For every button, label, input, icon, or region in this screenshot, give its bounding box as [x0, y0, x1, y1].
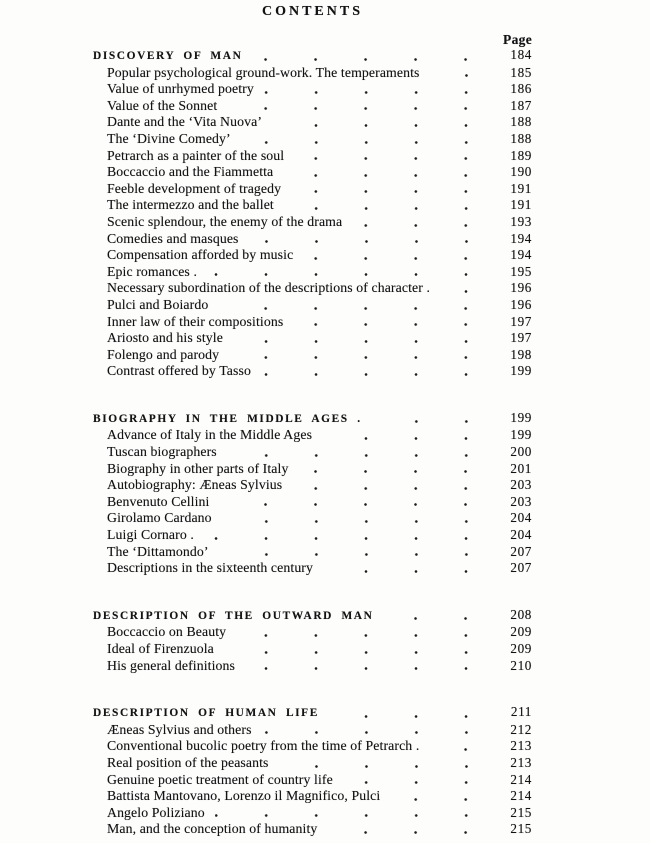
toc-entry-row: [93, 722, 532, 739]
entry-title-text: Ideal of Firenzuola: [107, 641, 214, 656]
toc-entry-row: [93, 297, 532, 314]
toc-entry-row: [93, 544, 532, 561]
toc-entry-row: [93, 214, 532, 231]
page-number: 184: [510, 47, 532, 62]
entry-title-text: Battista Mantovano, Lorenzo il Magnifico, Pulci: [107, 788, 381, 804]
entry-title-text: Necessary subordination of the descriptions of character .: [107, 280, 431, 296]
page-number: 191: [510, 197, 532, 213]
entry-title-text: Genuine poetic treatment of country life: [107, 771, 333, 787]
toc-entry-row: [93, 65, 532, 82]
toc-entry-row: [93, 510, 532, 527]
dot-leader: [298, 461, 492, 478]
dot-leader: [227, 444, 492, 461]
page-number: 207: [510, 560, 532, 576]
entry-title-text: Folengo and parody: [107, 346, 220, 362]
toc-entry-row: [93, 347, 532, 364]
entry-title-text: Real position of the peasants: [107, 754, 269, 770]
toc-entry-row: [93, 164, 532, 181]
toc-entry-row: [93, 527, 532, 544]
page-number: 193: [510, 213, 532, 229]
entry-title-text: Boccaccio and the Fiammetta: [107, 164, 274, 180]
dot-leader: [219, 544, 492, 561]
page-number: 188: [510, 130, 532, 146]
dot-leader: [245, 658, 492, 675]
toc-entry-row: [93, 247, 532, 264]
entry-title-text: Ariosto and his style: [107, 330, 223, 346]
toc-entry-row: [93, 477, 532, 494]
page-number: 211: [510, 704, 532, 720]
entry-title-text: Tuscan biographers: [107, 444, 217, 460]
page-number: 199: [510, 363, 532, 379]
page-number: 191: [510, 180, 532, 196]
entry-title-text: Feeble development of tragedy: [107, 180, 282, 196]
toc-section: [93, 704, 532, 838]
dot-leader: [252, 47, 492, 65]
entry-title-text: Luigi Cornaro .: [107, 527, 194, 543]
section-heading-text: DISCOVERY OF MAN: [93, 50, 243, 62]
toc-section: [93, 607, 532, 674]
entry-title-text: Value of the Sonnet: [107, 97, 218, 113]
page-column-label: Page: [503, 32, 532, 47]
dot-leader: [383, 607, 492, 625]
dot-leader: [294, 148, 492, 165]
page-number: 207: [510, 543, 532, 559]
page-number: 210: [510, 657, 532, 673]
entry-title-text: Girolamo Cardano: [107, 510, 212, 526]
toc-entry-row: [93, 81, 532, 98]
dot-leader: [327, 821, 492, 838]
dot-leader: [236, 624, 492, 641]
toc-entry-row: [93, 314, 532, 331]
dot-leader: [241, 131, 492, 148]
toc-entry-row: [93, 821, 532, 838]
page-number: 214: [510, 788, 532, 804]
entry-title-text: Contrast offered by Tasso: [107, 363, 251, 379]
entry-title-text: Boccaccio on Beauty: [107, 624, 227, 640]
dot-leader: [329, 704, 492, 722]
dot-leader: [291, 181, 492, 198]
toc-entry-row: [93, 494, 532, 511]
page-number: 201: [510, 460, 532, 476]
dot-leader: [322, 427, 492, 444]
entry-title-text: Descriptions in the sixteenth century: [107, 560, 314, 576]
toc-entry-row: [93, 560, 532, 577]
dot-leader: [284, 197, 492, 214]
toc-entry-row: [93, 114, 532, 131]
dot-leader: [229, 347, 492, 364]
toc-entry-row: [93, 755, 532, 772]
page-number: 200: [510, 444, 532, 460]
dot-leader: [264, 81, 492, 98]
dot-leader: [272, 114, 492, 131]
page-number: 190: [510, 164, 532, 180]
dot-leader: [227, 98, 492, 115]
page-number: 214: [510, 771, 532, 787]
toc-entry-row: [93, 738, 532, 755]
section-heading-text: BIOGRAPHY IN THE MIDDLE AGES .: [93, 412, 362, 425]
page-number: 189: [510, 147, 532, 163]
toc-entry-row: [93, 231, 532, 248]
entry-title-text: Scenic splendour, the enemy of the drama: [107, 213, 343, 229]
page-number: 185: [510, 64, 532, 80]
page-number: 197: [510, 313, 532, 329]
page-number: 196: [510, 296, 532, 312]
toc-entry-row: [93, 658, 532, 675]
entry-title-text: Popular psychological ground-work. The temperaments: [107, 64, 420, 80]
dot-leader: [323, 560, 492, 577]
dot-leader: [262, 722, 492, 739]
dot-leader: [430, 65, 492, 82]
toc-entry-row: [93, 363, 532, 380]
page-number: 188: [510, 114, 532, 130]
dot-leader: [343, 772, 492, 789]
entry-title-text: Compensation afforded by music: [107, 247, 294, 263]
entry-title-text: Dante and the ‘Vita Nuova’: [107, 114, 263, 130]
entry-title-text: Biography in other parts of Italy: [107, 460, 289, 476]
toc-entry-row: [93, 131, 532, 148]
page-title: CONTENTS: [261, 4, 364, 19]
toc-entry-row: [93, 280, 532, 297]
dot-leader: [292, 477, 492, 494]
dot-leader: [352, 214, 492, 231]
page-number: 197: [510, 330, 532, 346]
entry-title-text: Conventional bucolic poetry from the time of Petrarch .: [107, 738, 420, 754]
toc-entry-row: [93, 641, 532, 658]
page-number: 204: [510, 510, 532, 526]
dot-leader: [293, 314, 492, 331]
dot-leader: [207, 264, 492, 281]
toc-entry-row: [93, 98, 532, 115]
dot-leader: [440, 280, 492, 297]
page-number: 196: [510, 280, 532, 296]
toc-entry-row: [93, 805, 532, 822]
page-number: 208: [510, 606, 532, 622]
entry-title-text: The ‘Dittamondo’: [107, 543, 209, 559]
page-number: 186: [510, 81, 532, 97]
page-number: 199: [510, 409, 532, 425]
toc-entry-row: [93, 264, 532, 281]
toc-section-heading-row: [93, 410, 532, 428]
page-number: 195: [510, 263, 532, 279]
page-number: 209: [510, 624, 532, 640]
toc-entry-row: [93, 444, 532, 461]
dot-leader: [215, 805, 492, 822]
dot-leader: [303, 247, 492, 264]
page-number: 194: [510, 230, 532, 246]
page-number: 198: [510, 346, 532, 362]
page-number: 215: [510, 804, 532, 820]
dot-leader: [429, 738, 492, 755]
page-number: 213: [510, 738, 532, 754]
toc-body: [93, 47, 532, 838]
dot-leader: [224, 641, 492, 658]
page-number: 209: [510, 641, 532, 656]
dot-leader: [218, 297, 492, 314]
entry-title-text: Advance of Italy in the Middle Ages: [107, 427, 313, 443]
entry-title-text: His general definitions: [107, 657, 235, 673]
toc-entry-row: [93, 772, 532, 789]
page-number: 203: [510, 477, 532, 493]
toc-section-heading-row: [93, 607, 532, 625]
entry-title-text: Æneas Sylvius and others: [107, 721, 252, 737]
page-number: 187: [510, 97, 532, 113]
page-column-header-row: [93, 32, 532, 47]
toc-entry-row: [93, 624, 532, 641]
page-number: 194: [510, 247, 532, 263]
dot-leader: [372, 410, 492, 428]
entry-title-text: The intermezzo and the ballet: [107, 197, 274, 213]
toc-entry-row: [93, 330, 532, 347]
entry-title-text: Angelo Poliziano: [107, 804, 205, 820]
page-number: 215: [510, 821, 532, 837]
entry-title-text: Epic romances .: [107, 263, 197, 279]
toc-section-heading-row: [93, 47, 532, 65]
toc-section: [93, 47, 532, 380]
page-number: 213: [510, 754, 532, 770]
entry-title-text: Inner law of their compositions: [107, 313, 284, 329]
dot-leader: [222, 510, 492, 527]
toc-entry-row: [93, 788, 532, 805]
section-heading-text: DESCRIPTION OF THE OUTWARD MAN: [93, 609, 374, 622]
page-number: 212: [510, 721, 532, 737]
entry-title-text: Value of unrhymed poetry: [107, 81, 254, 97]
dot-leader: [279, 755, 492, 772]
toc-section-heading-row: [93, 704, 532, 722]
entry-title-text: Man, and the conception of humanity: [107, 821, 318, 837]
toc-entry-row: [93, 148, 532, 165]
section-heading-text: DESCRIPTION OF HUMAN LIFE: [93, 707, 319, 720]
entry-title-text: Comedies and masques: [107, 230, 239, 246]
toc-entry-row: [93, 181, 532, 198]
dot-leader: [204, 527, 492, 544]
entry-title-text: Petrarch as a painter of the soul: [107, 147, 285, 163]
entry-title-text: The ‘Divine Comedy’: [107, 130, 231, 146]
entry-title-text: Autobiography: Æneas Sylvius: [107, 477, 283, 493]
dot-leader: [390, 788, 492, 805]
dot-leader: [233, 330, 492, 347]
page-number: 204: [510, 527, 532, 543]
dot-leader: [249, 231, 492, 248]
toc-section: [93, 410, 532, 577]
dot-leader: [219, 494, 492, 511]
entry-title-text: Benvenuto Cellini: [107, 493, 210, 509]
page-number: 199: [510, 427, 532, 443]
toc-entry-row: [93, 197, 532, 214]
toc-entry-row: [93, 461, 532, 478]
dot-leader: [261, 363, 492, 380]
page-number: 203: [510, 493, 532, 509]
toc-entry-row: [93, 427, 532, 444]
entry-title-text: Pulci and Boiardo: [107, 296, 209, 312]
dot-leader: [283, 164, 492, 181]
